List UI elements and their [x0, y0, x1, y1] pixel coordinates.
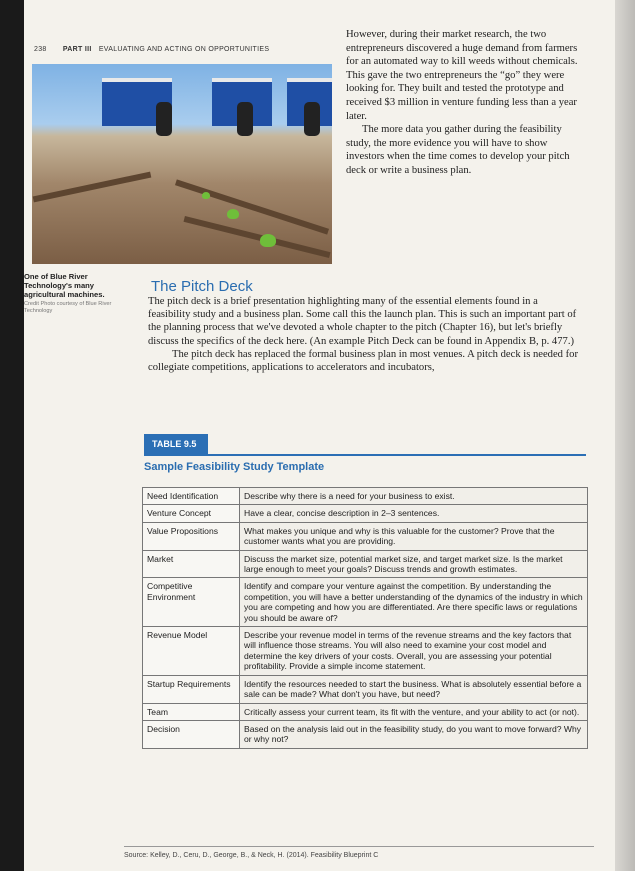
paragraph: The pitch deck is a brief presentation highlighting many of the essential elements found in a feasibility study and a business plan. Some call this the launch plan. This is such an important part of the planning process that we've devoted a whole chapter to the pitch (Chapter 16), but let's briefly discuss the specifics of the deck here. (An example Pitch Deck can be found in Appendix B, p. 477.): [148, 296, 577, 347]
machine-wheel: [237, 102, 253, 136]
lettuce-plant: [227, 209, 239, 219]
farm-machine-photo: [32, 64, 332, 264]
photo-caption: One of Blue River Technology's many agricultural machines. Credit Photo courtesy of Blue River Technology: [24, 272, 112, 314]
paragraph: The more data you gather during the feasibility study, the more evidence you will have to show investors when the time comes to develop your pitch deck or write a business plan.: [346, 124, 570, 176]
row-label: Competitive Environment: [143, 578, 240, 627]
section-heading: The Pitch Deck: [151, 278, 253, 295]
machine-wheel: [156, 102, 172, 136]
paragraph: However, during their market research, the two entrepreneurs discovered a huge demand from farmers for an automated way to kill weeds without chemicals. This gave the two entrepreneurs the “go” they were looking for. They built and tested the prototype and received $3 million in venture funding less than a year later.: [346, 29, 578, 122]
row-label: Team: [143, 703, 240, 720]
row-label: Need Identification: [143, 488, 240, 505]
table-row: [143, 720, 588, 748]
row-description: Discuss the market size, potential market size, and target market size. Is the market large enough to meet your goals? Discuss trends and growth estimates.: [240, 550, 588, 578]
paragraph: The pitch deck has replaced the formal business plan in most venues. A pitch deck is needed for collegiate competitions, applications to accelerators and incubators,: [148, 348, 578, 374]
table-row: [143, 578, 588, 627]
section-body: [148, 295, 580, 374]
row-description: Describe why there is a need for your business to exist.: [240, 488, 588, 505]
feasibility-template-table: [142, 487, 588, 749]
table-source-note: Source: Kelley, D., Ceru, D., George, B., & Neck, H. (2014). Feasibility Blueprint C: [124, 852, 379, 859]
lettuce-plant: [260, 234, 276, 247]
row-description: Critically assess your current team, its fit with the venture, and your ability to act (or not).: [240, 703, 588, 720]
page-number: 238: [34, 46, 47, 53]
running-header: [34, 46, 269, 53]
table-row: [143, 703, 588, 720]
soil-row: [175, 179, 329, 234]
table-row: [143, 627, 588, 676]
row-label: Revenue Model: [143, 627, 240, 676]
lettuce-plant: [202, 192, 210, 199]
textbook-page: [24, 0, 635, 871]
table-row: [143, 505, 588, 522]
table-row: [143, 550, 588, 578]
source-divider: [124, 846, 594, 847]
row-description: Based on the analysis laid out in the feasibility study, do you want to move forward? Why or why not?: [240, 720, 588, 748]
part-title: EVALUATING AND ACTING ON OPPORTUNITIES: [98, 46, 270, 53]
table-number-tag: TABLE 9.5: [144, 434, 208, 454]
soil-row: [33, 172, 152, 203]
right-column-text: [346, 28, 578, 178]
table-row: [143, 675, 588, 703]
page-edge: [615, 0, 635, 871]
table-row: [143, 488, 588, 505]
row-label: Market: [143, 550, 240, 578]
table-row: [143, 522, 588, 550]
row-label: Startup Requirements: [143, 675, 240, 703]
table-rule: [144, 454, 586, 456]
row-label: Value Propositions: [143, 522, 240, 550]
row-label: Decision: [143, 720, 240, 748]
row-description: Have a clear, concise description in 2–3 sentences.: [240, 505, 588, 522]
row-description: Describe your revenue model in terms of the revenue streams and the key factors that will influence those streams. You will also need to examine your cost model and determine the key drivers of your costs. Overall, you are assessing your potential profitability. Provide a simple income statement.: [240, 627, 588, 676]
row-description: Identify and compare your venture against the competition. By understanding the competition, you will have a better understanding of the dynamics of the industry in which you are competing and how you are differentiated. Are there specific laws or regulations you should be aware of?: [240, 578, 588, 627]
machine-wheel: [304, 102, 320, 136]
table-title: Sample Feasibility Study Template: [144, 461, 325, 473]
row-description: What makes you unique and why is this valuable for the customer? Prove that the customer wants what you are providing.: [240, 522, 588, 550]
row-description: Identify the resources needed to start the business. What is absolutely essential before a sale can be made? What don't you have, but need?: [240, 675, 588, 703]
part-label: PART III: [62, 46, 92, 53]
row-label: Venture Concept: [143, 505, 240, 522]
